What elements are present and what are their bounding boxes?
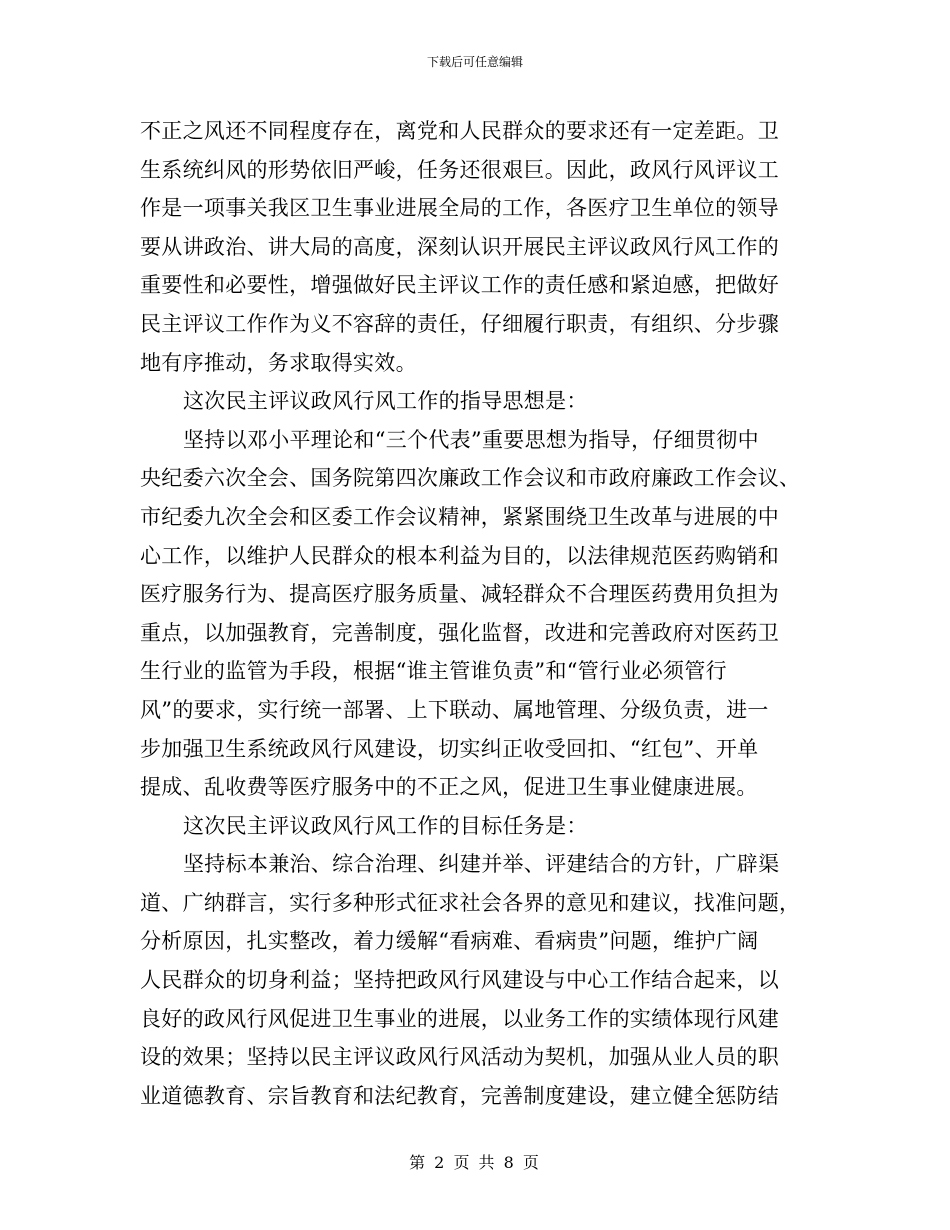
text-line: 作是一项事关我区卫生事业进展全局的工作，各医疗卫生单位的领导 — [140, 196, 779, 221]
text-line: 央纪委六次全会、国务院第四次廉政工作会议和市政府廉政工作会议、 — [140, 466, 801, 491]
text-line: 道、广纳群言，实行多种形式征求社会各界的意见和建议，找准问题， — [140, 890, 801, 915]
text-line: 坚持以邓小平理论和“三个代表”重要思想为指导，仔细贯彻中 — [183, 427, 759, 452]
text-line: 要从讲政治、讲大局的高度，深刻认识开展民主评议政风行风工作的 — [140, 234, 779, 259]
page-header-note: 下载后可任意编辑 — [426, 55, 523, 69]
text-line: 医疗服务行为、提高医疗服务质量、减轻群众不合理医药费用负担为 — [140, 582, 779, 607]
text-line: 生系统纠风的形势依旧严峻，任务还很艰巨。因此，政风行风评议工 — [140, 157, 779, 182]
text-line: 心工作，以维护人民群众的根本利益为目的，以法律规范医药购销和 — [140, 543, 779, 568]
text-line: 良好的政风行风促进卫生事业的进展，以业务工作的实绩体现行风建 — [140, 1006, 779, 1031]
text-line: 这次民主评议政风行风工作的指导思想是： — [183, 389, 588, 414]
text-line: 生行业的监管为手段，根据“谁主管谁负责”和“管行业必须管行 — [140, 659, 727, 684]
text-line: 风”的要求，实行统一部署、上下联动、属地管理、分级负责，进一 — [140, 697, 769, 722]
page-number-footer: 第 2 页 共 8 页 — [409, 1153, 541, 1172]
text-line: 不正之风还不同程度存在，离党和人民群众的要求还有一定差距。卫 — [140, 119, 779, 143]
text-line: 提成、乱收费等医疗服务中的不正之风，促进卫生事业健康进展。 — [140, 775, 758, 800]
text-line: 重要性和必要性，增强做好民主评议工作的责任感和紧迫感，把做好 — [140, 273, 779, 298]
text-line: 业道德教育、宗旨教育和法纪教育，完善制度建设，建立健全惩防结 — [140, 1083, 779, 1108]
text-line: 这次民主评议政风行风工作的目标任务是： — [183, 813, 588, 838]
text-line: 分析原因，扎实整改，着力缓解“看病难、看病贵”问题，维护广阔 — [140, 929, 759, 954]
text-line: 重点，以加强教育，完善制度，强化监督，改进和完善政府对医药卫 — [140, 620, 779, 645]
document-body — [140, 112, 812, 1115]
text-line: 步加强卫生系统政风行风建设，切实纠正收受回扣、“红包”、开单 — [140, 736, 759, 761]
text-line: 人民群众的切身利益；坚持把政风行风建设与中心工作结合起来，以 — [140, 968, 779, 993]
text-line: 地有序推动，务求取得实效。 — [140, 350, 417, 375]
text-line: 设的效果；坚持以民主评议政风行风活动为契机，加强从业人员的职 — [140, 1045, 779, 1070]
text-line: 坚持标本兼治、综合治理、纠建并举、评建结合的方针，广辟渠 — [183, 852, 780, 877]
text-line: 民主评议工作作为义不容辞的责任，仔细履行职责，有组织、分步骤 — [140, 311, 779, 336]
text-line: 市纪委九次全会和区委工作会议精神，紧紧围绕卫生改革与进展的中 — [140, 504, 779, 529]
